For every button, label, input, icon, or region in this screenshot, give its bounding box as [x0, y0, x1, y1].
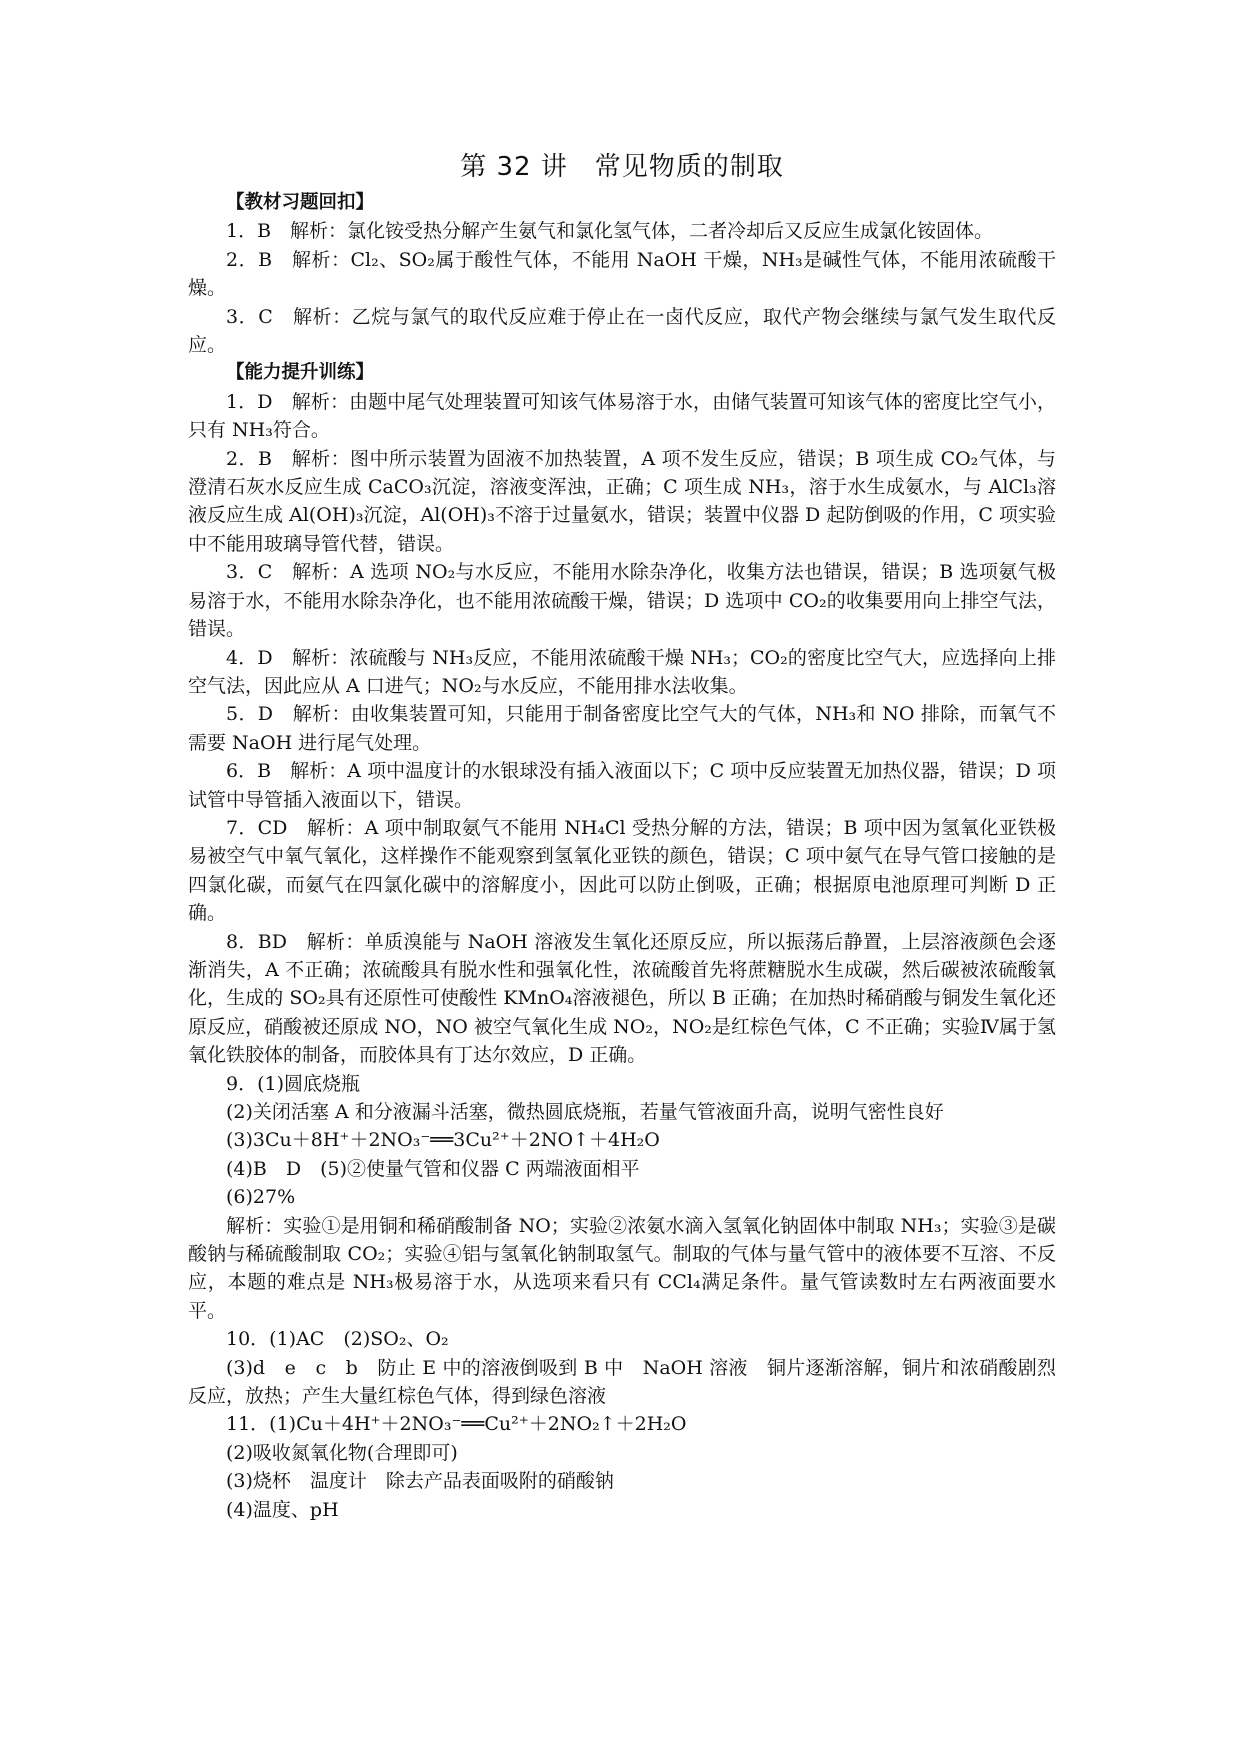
section-heading-ability: 【能力提升训练】: [226, 362, 375, 384]
answer-s2-q7: 7．CD 解析：A 项中制取氨气不能用 NH₄Cl 受热分解的方法，错误；B 项中因为氢氧化亚铁极易被空气中氧气氧化，这样操作不能观察到氢氧化亚铁的颜色，错误；C 项中氨气在导气管口接触的是四氯化碳，而氨气在四氯化碳中的溶解度小，因此可以防止倒吸，正确；根据原电池原理可判断 D 正确。: [188, 816, 1056, 925]
answer-s2-q5: 5．D 解析：由收集装置可知，只能用于制备密度比空气大的气体，NH₃和 NO 排除，而氧气不需要 NaOH 进行尾气处理。: [188, 703, 1056, 754]
answer-q9-line5: (6)27%: [226, 1186, 296, 1209]
page-title: 第 32 讲 常见物质的制取: [460, 152, 784, 182]
answer-s1-q1: 1．B 解析：氯化铵受热分解产生氨气和氯化氢气体，二者冷却后又反应生成氯化铵固体。: [226, 220, 994, 243]
answer-s2-q6: 6．B 解析：A 项中温度计的水银球没有插入液面以下；C 项中反应装置无加热仪器，错误；D 项试管中导管插入液面以下，错误。: [188, 760, 1056, 811]
answer-s1-q3: 3．C 解析：乙烷与氯气的取代反应难于停止在一卤代反应，取代产物会继续与氯气发生取代反应。: [188, 305, 1056, 357]
answer-q11-line4: (4)温度、pH: [226, 1498, 339, 1521]
answer-q10-line2: (3)d e c b 防止 E 中的溶液倒吸到 B 中 NaOH 溶液 铜片逐渐溶解，铜片和浓硝酸剧烈反应，放热；产生大量红棕色气体，得到绿色溶液: [188, 1356, 1056, 1408]
answer-q9-line3: (3)3Cu＋8H⁺＋2NO₃⁻══3Cu²⁺＋2NO↑＋4H₂O: [226, 1129, 660, 1152]
answer-q9-line1: 9．(1)圆底烧瓶: [226, 1072, 361, 1095]
answer-s2-q8: 8．BD 解析：单质溴能与 NaOH 溶液发生氧化还原反应，所以振荡后静置，上层溶液颜色会逐渐消失，A 不正确；浓硫酸具有脱水性和强氧化性，浓硫酸首先将蔗糖脱水生成碳，然后碳被浓硫酸氧化，生成的 SO₂具有还原性可使酸性 KMnO₄溶液褪色，所以 B 正确；在加热时稀硝酸与铜发生氧化还原反应，硝酸被还原成 NO，NO 被空气氧化生成 NO₂，NO₂是红棕色气体，C 不正确；实验Ⅳ属于氢氧化铁胶体的制备，而胶体具有丁达尔效应，D 正确。: [188, 930, 1056, 1067]
answer-s2-q2: 2．B 解析：图中所示装置为固液不加热装置，A 项不发生反应，错误；B 项生成 CO₂气体，与澄清石灰水反应生成 CaCO₃沉淀，溶液变浑浊，正确；C 项生成 NH₃，溶于水生成氨水，与 AlCl₃溶液反应生成 Al(OH)₃沉淀，Al(OH)₃不溶于过量氨水，错误；装置中仪器 D 起防倒吸的作用，C 项实验中不能用玻璃导管代替，错误。: [188, 447, 1056, 555]
answer-q9-analysis: 解析：实验①是用铜和稀硝酸制备 NO；实验②浓氨水滴入氢氧化钠固体中制取 NH₃；实验③是碳酸钠与稀硫酸制取 CO₂；实验④铝与氢氧化钠制取氢气。制取的气体与量气管中的液体要不互溶、不反应，本题的难点是 NH₃极易溶于水，从选项来看只有 CCl₄满足条件。量气管读数时左右两液面要水平。: [188, 1214, 1056, 1322]
answer-q11-line3: (3)烧杯 温度计 除去产品表面吸附的硝酸钠: [226, 1470, 614, 1493]
answer-q11-line1: 11．(1)Cu＋4H⁺＋2NO₃⁻══Cu²⁺＋2NO₂↑＋2H₂O: [226, 1413, 687, 1436]
answer-s2-q3: 3．C 解析：A 选项 NO₂与水反应，不能用水除杂净化，收集方法也错误，错误；B 选项氨气极易溶于水，不能用水除杂净化，也不能用浓硫酸干燥，错误；D 选项中 CO₂的收集要用向上排空气法，错误。: [188, 561, 1056, 641]
answer-s1-q2: 2．B 解析：Cl₂、SO₂属于酸性气体，不能用 NaOH 干燥，NH₃是碱性气体，不能用浓硫酸干燥。: [188, 248, 1056, 300]
answer-q9-line2: (2)关闭活塞 A 和分液漏斗活塞，微热圆底烧瓶，若量气管液面升高，说明气密性良好: [226, 1101, 944, 1123]
section-heading-textbook: 【教材习题回扣】: [226, 192, 375, 213]
document-page: [188, 150, 1056, 1524]
answer-q11-line2: (2)吸收氮氧化物(合理即可): [226, 1441, 458, 1464]
answer-q9-line4: (4)B D (5)②使量气管和仪器 C 两端液面相平: [226, 1157, 640, 1180]
answer-q10-line1: 10．(1)AC (2)SO₂、O₂: [226, 1328, 449, 1351]
answer-s2-q4: 4．D 解析：浓硫酸与 NH₃反应，不能用浓硫酸干燥 NH₃；CO₂的密度比空气大，应选择向上排空气法，因此应从 A 口进气；NO₂与水反应，不能用排水法收集。: [188, 646, 1056, 697]
answer-s2-q1: 1．D 解析：由题中尾气处理装置可知该气体易溶于水，由储气装置可知该气体的密度比空气小，只有 NH₃符合。: [188, 390, 1056, 442]
